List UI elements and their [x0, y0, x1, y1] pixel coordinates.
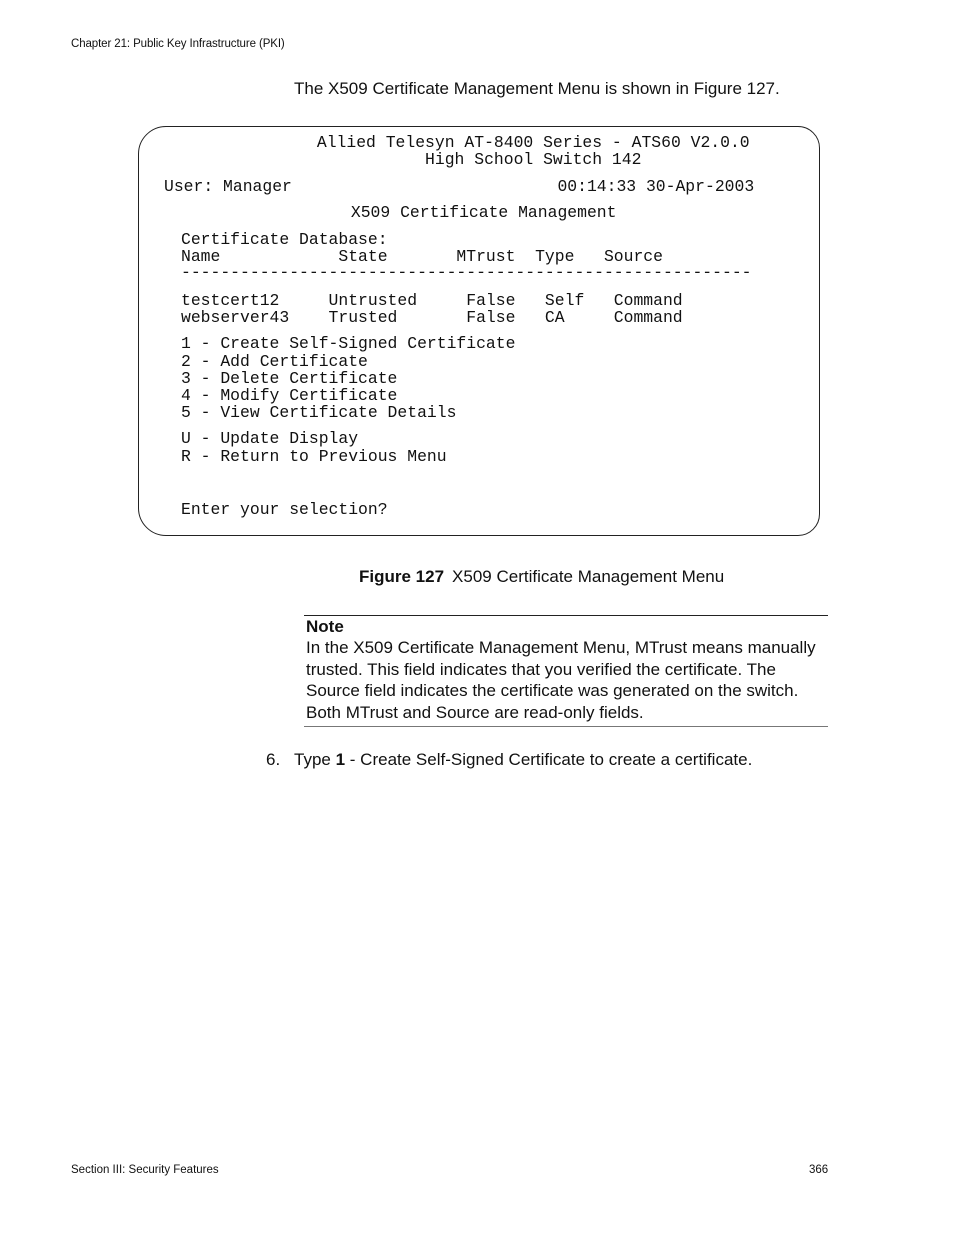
- step-prefix: Type: [294, 750, 331, 769]
- terminal-title: Allied Telesyn AT-8400 Series - ATS60 V2.0.0: [248, 133, 750, 152]
- note-line: In the X509 Certificate Management Menu, MTrust means manually: [306, 638, 816, 657]
- note-line: Source field indicates the certificate was generated on the switch.: [306, 681, 799, 700]
- step-suffix: - Create Self-Signed Certificate to create a certificate.: [349, 750, 753, 769]
- step-bold-key: 1: [335, 750, 346, 769]
- menu-option-update: U - Update Display: [181, 429, 359, 448]
- note-line: Both MTrust and Source are read-only fields.: [306, 703, 644, 722]
- step-text: [294, 750, 752, 770]
- terminal-table-divider: ----------------------------------------------------------: [181, 263, 752, 282]
- terminal-table-row: webserver43 Trusted False CA Command: [181, 308, 683, 327]
- terminal-table-row: testcert12 Untrusted False Self Command: [181, 291, 683, 310]
- terminal-switch-name: High School Switch 142: [248, 150, 642, 169]
- terminal-menu-title: X509 Certificate Management: [164, 203, 617, 222]
- menu-option-return: R - Return to Previous Menu: [181, 447, 447, 466]
- intro-text: The X509 Certificate Management Menu is shown in Figure 127.: [294, 79, 780, 98]
- step-number: 6.: [266, 750, 281, 769]
- terminal-table-header: Name State MTrust Type Source: [181, 247, 663, 266]
- figure-title: X509 Certificate Management Menu: [452, 567, 725, 586]
- note-line: trusted. This field indicates that you verified the certificate. The: [306, 660, 776, 679]
- menu-option-create: 1 - Create Self-Signed Certificate: [181, 334, 516, 353]
- menu-option-delete: 3 - Delete Certificate: [181, 369, 398, 388]
- note-title: Note: [306, 617, 344, 636]
- menu-option-add: 2 - Add Certificate: [181, 352, 368, 371]
- terminal-user-line: User: Manager 00:14:33 30-Apr-2003: [164, 177, 755, 196]
- note-box: [304, 615, 828, 727]
- footer-section: Section III: Security Features: [71, 1164, 219, 1176]
- terminal-screen: [138, 126, 820, 536]
- terminal-prompt: Enter your selection?: [181, 500, 388, 519]
- page-header: Chapter 21: Public Key Infrastructure (PKI): [71, 38, 285, 50]
- menu-option-view: 5 - View Certificate Details: [181, 403, 457, 422]
- menu-option-modify: 4 - Modify Certificate: [181, 386, 398, 405]
- figure-caption: [359, 567, 724, 587]
- terminal-db-label: Certificate Database:: [181, 230, 388, 249]
- page-number: 366: [809, 1164, 829, 1176]
- figure-label: Figure 127: [359, 567, 445, 586]
